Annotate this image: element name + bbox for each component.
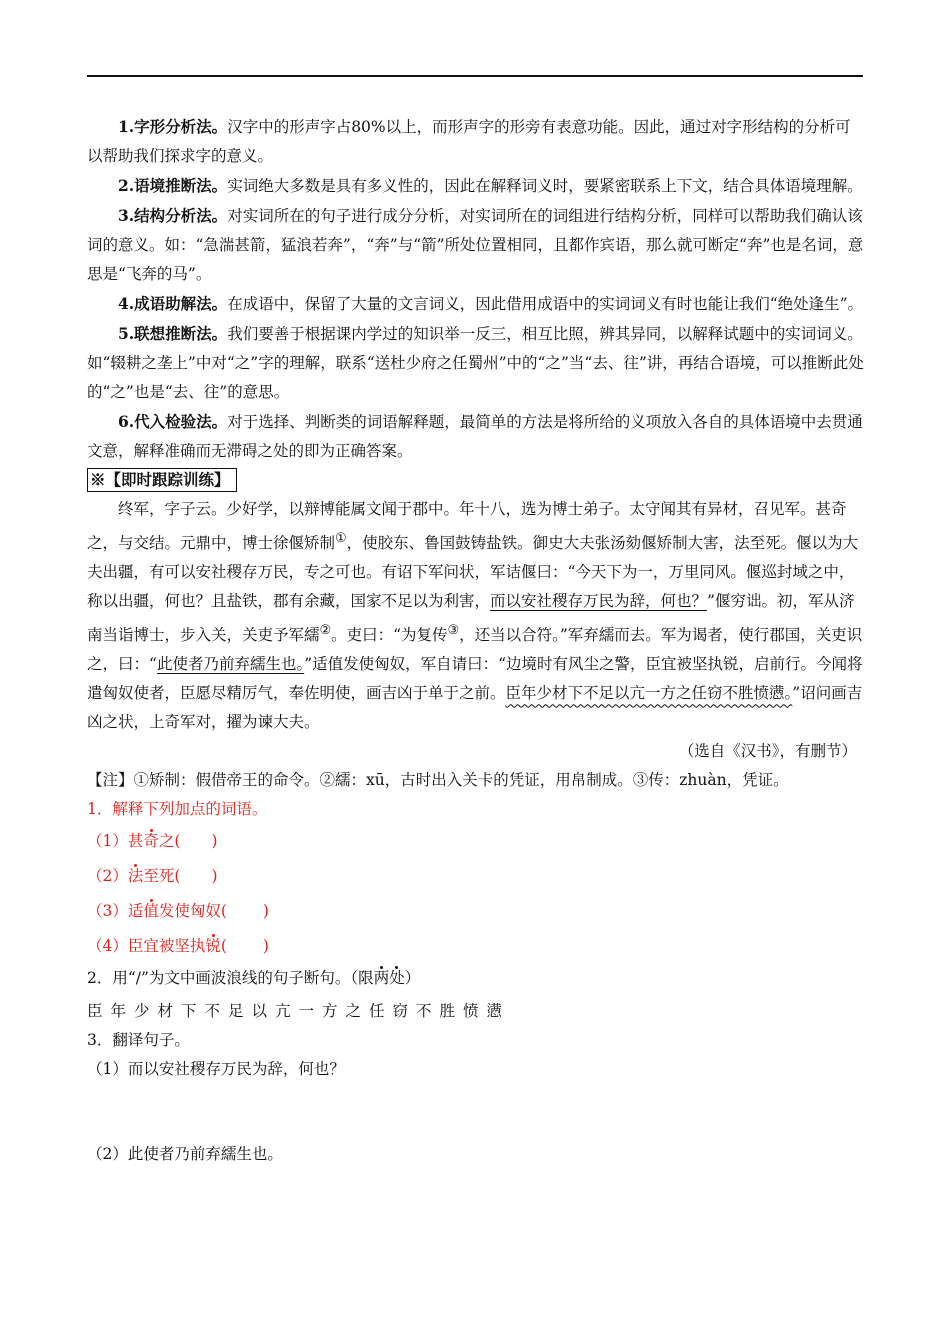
wavy-underlined-sentence: 臣年少材下不足以亢一方之任窃不胜愤懑。 [505, 684, 793, 703]
section-heading: ※【即时跟踪训练】 [87, 468, 237, 492]
footnote-ref: ① [335, 531, 347, 546]
emphasis-dot-char: 法 [127, 867, 144, 886]
method-item: 5.联想推断法。我们要善于根据课内学过的知识举一反三，相互比照，辨其异同，以解释试题中的实词词义。如“辍耕之垄上”中对“之”字的理解，联系“送杜少府之任蜀州”中的“之”当“去、往”讲，再结合语境，可以推断此处的“之”也是“去、往”的意思。 [87, 324, 864, 401]
emphasis-dot-char: 锐 [205, 937, 221, 956]
method-item: 6.代入检验法。对于选择、判断类的词语解释题，最简单的方法是将所给的义项放入各自的具体语境中去贯通文意，解释准确而无滞碍之处的即为正确答案。 [87, 412, 863, 460]
underlined-sentence-1: 而以安社稷存万民为辞，何也？ [490, 592, 708, 611]
question-3 [87, 1026, 865, 1169]
question-1-title: 1．解释下列加点的词语。 [87, 800, 268, 819]
question-3-title: 3．翻译句子。 [87, 1031, 190, 1050]
question-1-item: （3）适值发使匈奴( ) [87, 902, 269, 921]
question-3-item: （1）而以安社稷存万民为辞，何也？ [87, 1060, 345, 1079]
question-1-item: （4）臣宜被坚执锐( ) [87, 937, 269, 956]
method-item: 2.语境推断法。实词绝大多数是具有多义性的，因此在解释词义时，要紧密联系上下文，结合具体语境理解。 [118, 176, 863, 195]
answer-space [87, 1084, 865, 1140]
emphasis-dot-char: 两 [373, 969, 390, 988]
question-2 [87, 964, 865, 1026]
footnotes: 【注】①矫制：假借帝王的命令。②繻：xū，古时出入关卡的凭证，用帛制成。③传：zhuàn，凭证。 [87, 771, 789, 790]
header-rule [87, 75, 863, 77]
footnote-ref: ③ [447, 623, 460, 639]
methods-list [87, 112, 865, 466]
question-1-item: （1）甚奇之( ) [87, 832, 218, 851]
emphasis-dot-char: 处 [389, 969, 405, 988]
classical-passage: 终军，字子云。少好学，以辩博能属文闻于郡中。年十八，选为博士弟子。太守闻其有异材，召见军。甚奇之，与交结。元鼎中，博士徐偃矫制①，使胶东、鲁国鼓铸盐铁。御史大夫张汤劾偃矫制大害，法至死。偃以为大夫出疆，有可以安社稷存万民，专之可也。有诏下军问状，军诘偃曰：“今天下为一，万里同风。偃巡封域之中，称以出疆，何也？且盐铁，郡有余藏，国家不足以为利害，而以安社稷存万民为辞，何也？”偃穷诎。初，军从济南当诣博士，步入关，关吏予军繻②。吏曰：“为复传③，还当以合符。”军弃繻而去。军为谒者，使行郡国，关吏识之，曰：“此使者乃前弃繻生也。”适值发使匈奴，军自请曰：“边境时有风尘之警，臣宜被坚执锐，启前行。今闻将遣匈奴使者，臣愿尽精厉气，奉佐明使，画吉凶于单于之前。臣年少材下不足以亢一方之任窃不胜愤懑。”诏问画吉凶之状，上奇军对，擢为谏大夫。 [87, 500, 863, 732]
underlined-sentence-2: 此使者乃前弃繻生也。 [156, 655, 305, 674]
section-heading-box [87, 466, 865, 495]
source-citation: （选自《汉书》，有删节） [678, 742, 857, 761]
document-body [87, 112, 865, 1169]
question-2-title: 2．用“/”为文中画波浪线的句子断句。（限两处） [87, 969, 421, 988]
question-2-sequence: 臣年少材下不足以亢一方之任窃不胜愤懑 [87, 1002, 511, 1021]
emphasis-dot-char: 值 [143, 902, 159, 921]
emphasis-dot-char: 奇 [143, 832, 159, 851]
question-1-item: （2）法至死( ) [87, 867, 218, 886]
footnote-ref: ② [319, 623, 332, 639]
method-item: 3.结构分析法。对实词所在的句子进行成分分析，对实词所在的词组进行结构分析，同样可以帮助我们确认该词的意义。如：“急湍甚箭，猛浪若奔”，“奔”与“箭”所处位置相同，且都作宾语，那么就可断定“奔”也是名词，意思是“飞奔的马”。 [87, 206, 864, 283]
method-item: 1.字形分析法。汉字中的形声字占80%以上，而形声字的形旁有表意功能。因此，通过对字形结构的分析可以帮助我们探求字的意义。 [87, 117, 851, 165]
question-1 [87, 795, 865, 964]
method-item: 4.成语助解法。在成语中，保留了大量的文言词义，因此借用成语中的实词词义有时也能让我们“绝处逢生”。 [118, 294, 864, 313]
question-3-item: （2）此使者乃前弃繻生也。 [87, 1145, 283, 1164]
